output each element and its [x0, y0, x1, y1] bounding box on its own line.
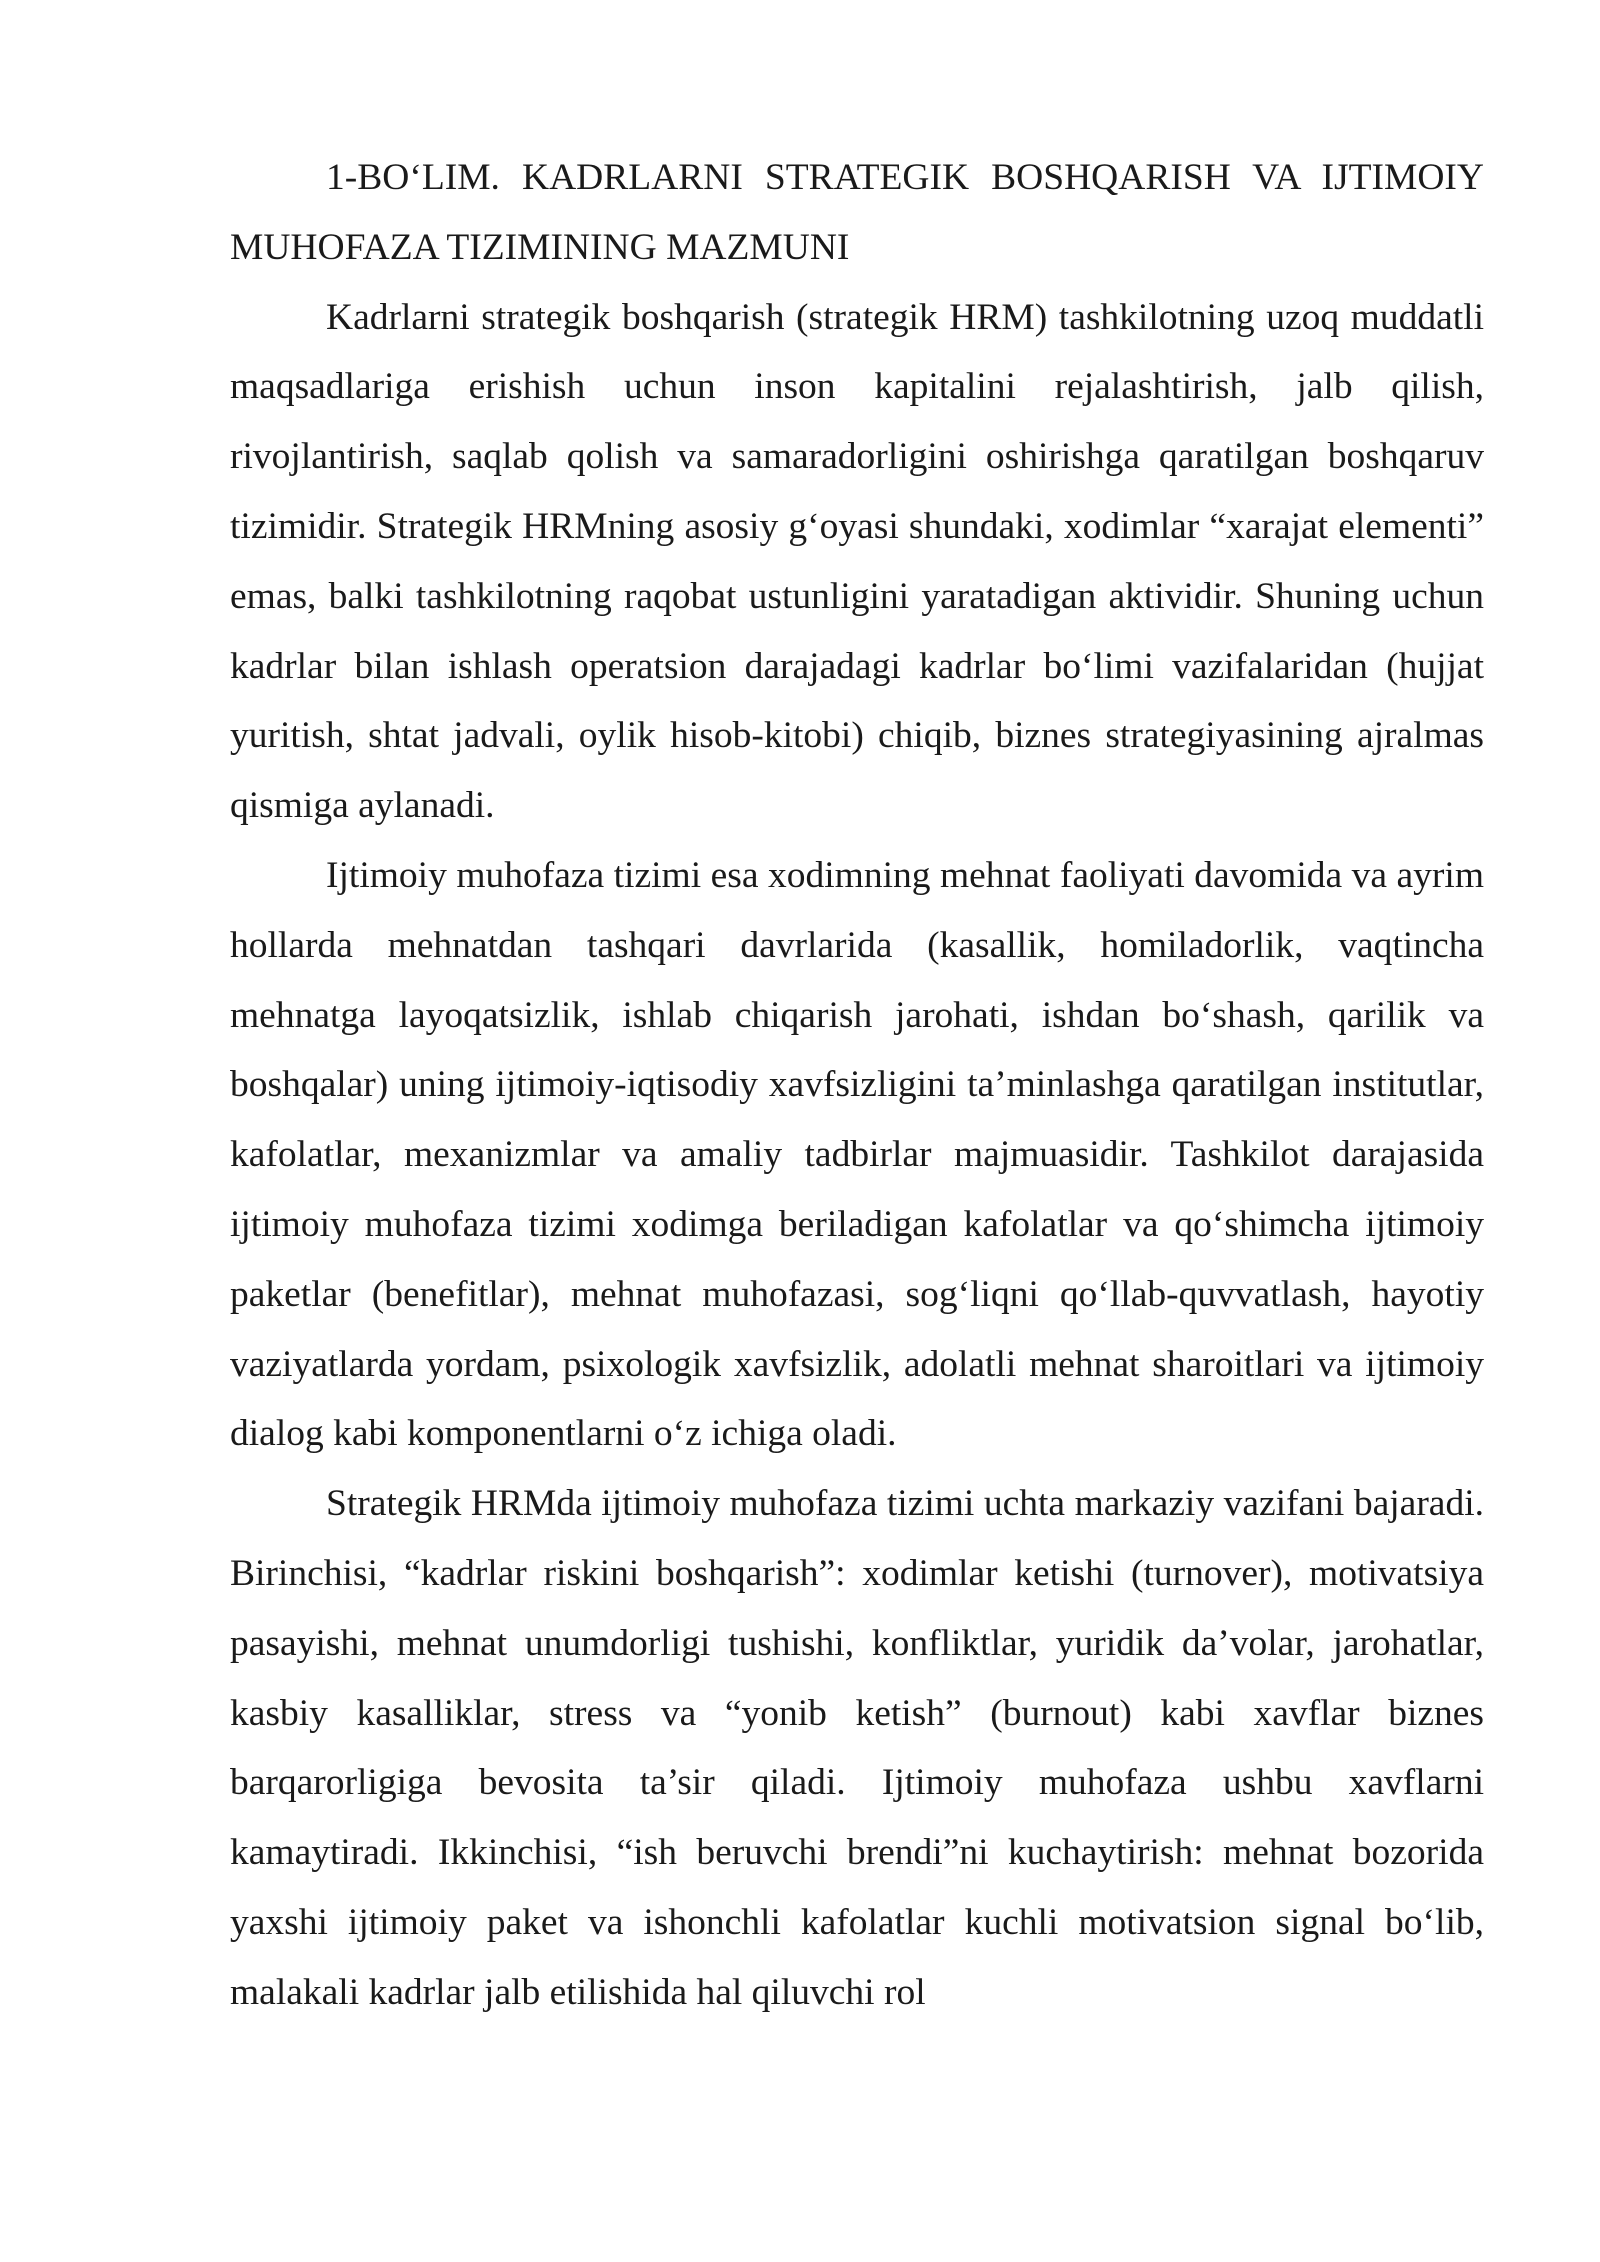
- paragraph-strategic-hrm: Kadrlarni strategik boshqarish (strategik HRM) tashkilotning uzoq muddatli maqsadlariga erishish uchun inson kapitalini rejalashtirish, jalb qilish, rivojlantirish, saqlab qolish va samaradorligini oshirishga qaratilgan boshqaruv tizimidir. Strategik HRMning asosiy g‘oyasi shundaki, xodimlar “xarajat elementi” emas, balki tashkilotning raqobat ustunligini yaratadigan aktividir. Shuning uchun kadrlar bilan ishlash operatsion darajadagi kadrlar bo‘limi vazifalaridan (hujjat yuritish, shtat jadvali, oylik hisob-kitobi) chiqib, biznes strategiyasining ajralmas qismiga aylanadi.: [230, 296, 1484, 827]
- document-body: [230, 143, 1484, 2028]
- paragraph-central-functions: Strategik HRMda ijtimoiy muhofaza tizimi uchta markaziy vazifani bajaradi. Birinchisi, “kadrlar riskini boshqarish”: xodimlar ketishi (turnover), motivatsiya pasayishi, mehnat unumdorligi tushishi, konfliktlar, yuridik da’volar, jarohatlar, kasbiy kasalliklar, stress va “yonib ketish” (burnout) kabi xavflar biznes barqarorligiga bevosita ta’sir qiladi. Ijtimoiy muhofaza ushbu xavflarni kamaytiradi. Ikkinchisi, “ish beruvchi brendi”ni kuchaytirish: mehnat bozorida yaxshi ijtimoiy paket va ishonchli kafolatlar kuchli motivatsion signal bo‘lib, malakali kadrlar jalb etilishida hal qiluvchi rol: [230, 1483, 1484, 2013]
- section-heading: 1-BO‘LIM. KADRLARNI STRATEGIK BOSHQARISH VA IJTIMOIY MUHOFAZA TIZIMINING MAZMUNI: [230, 157, 1484, 268]
- paragraph-social-protection: Ijtimoiy muhofaza tizimi esa xodimning mehnat faoliyati davomida va ayrim hollarda mehnatdan tashqari davrlarida (kasallik, homiladorlik, vaqtincha mehnatga layoqatsizlik, ishlab chiqarish jarohati, ishdan bo‘shash, qarilik va boshqalar) uning ijtimoiy-iqtisodiy xavfsizligini ta’minlashga qaratilgan institutlar, kafolatlar, mexanizmlar va amaliy tadbirlar majmuasidir. Tashkilot darajasida ijtimoiy muhofaza tizimi xodimga beriladigan kafolatlar va qo‘shimcha ijtimoiy paketlar (benefitlar), mehnat muhofazasi, sog‘liqni qo‘llab-quvvatlash, hayotiy vaziyatlarda yordam, psixologik xavfsizlik, adolatli mehnat sharoitlari va ijtimoiy dialog kabi komponentlarni o‘z ichiga oladi.: [230, 854, 1484, 1455]
